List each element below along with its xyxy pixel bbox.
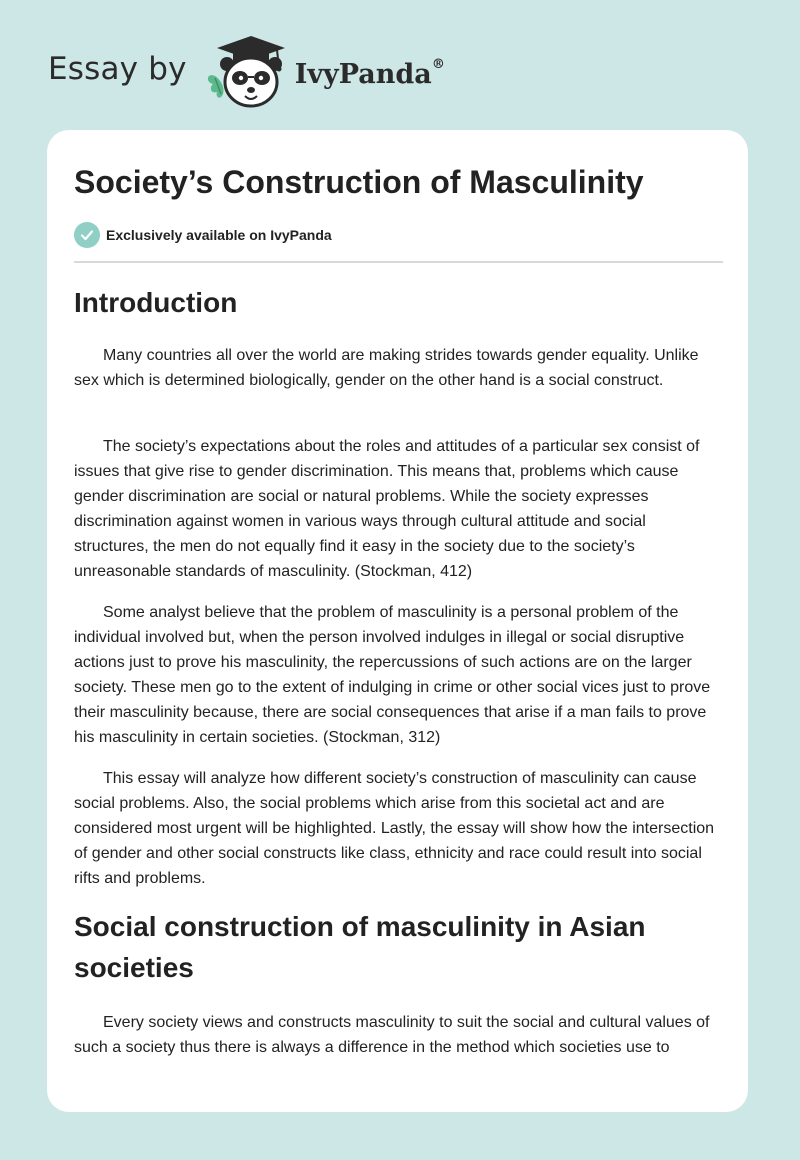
leaf-icon [208,75,224,98]
section-heading: Social construction of masculinity in Asian societies [74,911,646,983]
essay-title: Society’s Construction of Masculinity [74,164,644,200]
section-heading: Introduction [74,287,238,318]
site-header [48,32,445,112]
paragraph: The society’s expectations about the roles and attitudes of a particular sex consist of issues that give rise to gender discrimination. This means that, problems which cause gender discrimination are social or natural problems. While the society expresses discrimination against women in various ways through cultural attitude and social structures, the men do not equally find it easy in the society due to the society’s unreasonable standards of masculinity. (Stockman, 412) [74,438,700,580]
check-icon [74,222,100,248]
paragraph: Some analyst believe that the problem of masculinity is a personal problem of the individual involved but, when the person involved indulges in illegal or social disruptive actions just to prove his masculinity, the repercussions of such actions are on the larger society. These men go to the extent of indulging in crime or other social vices just to prove their masculinity because, there are social consequences that arise if a man fails to prove his masculinity in certain societies. (Stockman, 312) [74,604,711,746]
badge-text: Exclusively available on IvyPanda [106,227,332,243]
exclusive-badge [74,222,332,248]
title-divider [74,261,723,263]
brand-text: IvyPanda [294,58,432,90]
paragraph: Many countries all over the world are making strides towards gender equality. Unlike sex which is determined biologically, gender on the other hand is a social construct. [74,347,699,389]
paragraph: This essay will analyze how different society’s construction of masculinity can cause social problems. Also, the social problems which arise from this societal act and are considered most urgent will be highlighted. Lastly, the essay will show how the intersection of gender and other social constructs like class, ethnicity and race could result into social rifts and problems. [74,770,715,887]
essay-card [47,130,748,1112]
brand-name[interactable] [294,56,445,90]
registered-mark: ® [431,56,445,72]
panda-logo-icon[interactable] [201,32,293,112]
essay-by-label: Essay by [48,51,187,87]
paragraph: Every society views and constructs masculinity to suit the social and cultural values of such a society thus there is always a difference in the method which societies use to [74,1014,710,1056]
